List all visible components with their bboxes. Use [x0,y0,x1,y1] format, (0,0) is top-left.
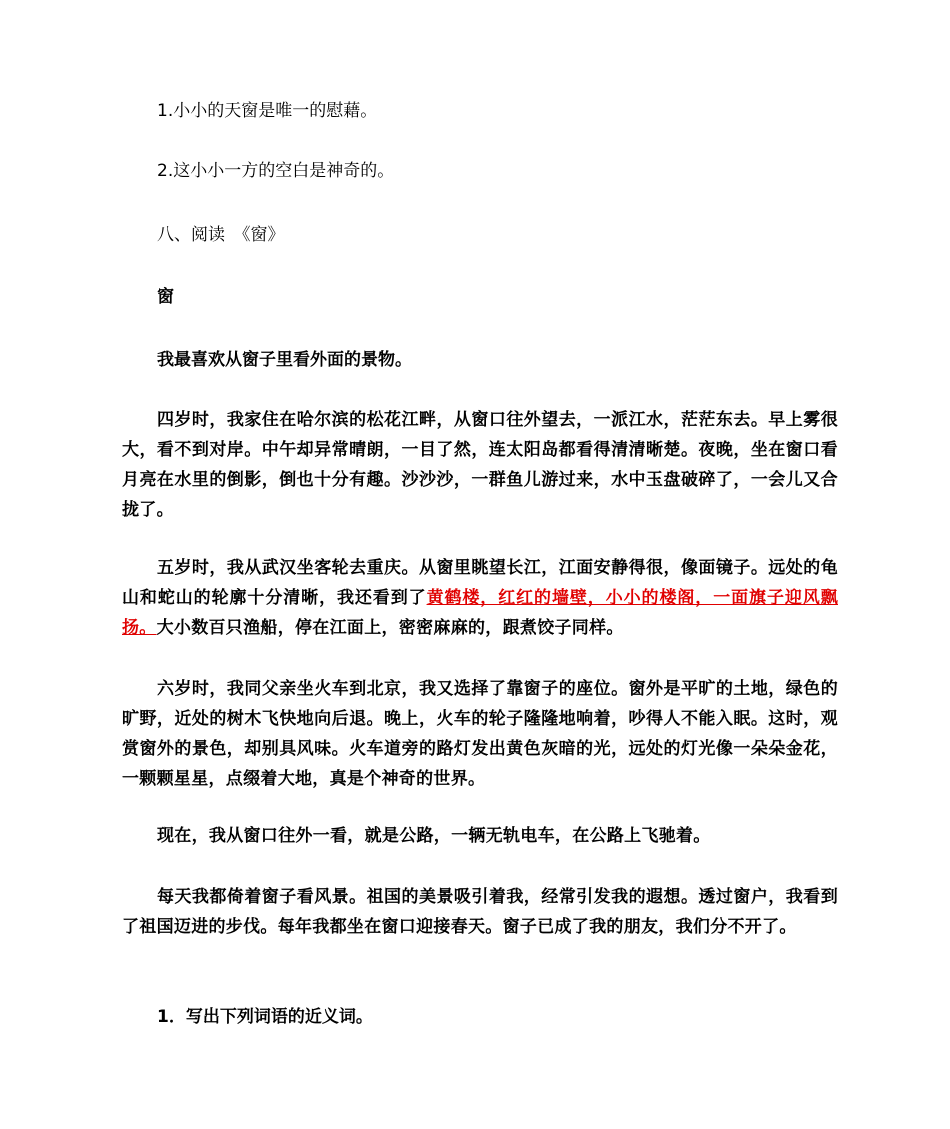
paragraph-age-four: 四岁时，我家住在哈尔滨的松花江畔，从窗口往外望去，一派江水，茫茫东去。早上雾很大，看不到对岸。中午却异常晴朗，一目了然，连太阳岛都看得清清晰楚。夜晚，坐在窗口看月亮在水里的倒影，倒也十分有趣。沙沙沙，一群鱼儿游过来，水中玉盘破碎了，一会儿又合拢了。 [122,410,838,520]
answer-2: 2.这小小一方的空白是神奇的。 [157,161,395,181]
section-heading: 八、阅读 《窗》 [157,225,285,245]
paragraph-age-five-text-1: 五岁时，我从武汉坐客轮去重庆。从窗里眺望长江，江面安静得很，像面镜子。远处的龟山和蛇山的轮廓十分清晰，我还看到了 [122,558,838,608]
answer-1: 1.小小的天窗是唯一的慰藉。 [157,101,378,121]
paragraph-age-six: 六岁时，我同父亲坐火车到北京，我又选择了靠窗子的座位。窗外是平旷的土地，绿色的旷野，近处的树木飞快地向后退。晚上，火车的轮子隆隆地响着，吵得人不能入眠。这时，观赏窗外的景色，却别具风味。火车道旁的路灯发出黄色灰暗的光，远处的灯光像一朵朵金花，一颗颗星星，点缀着大地，真是个神奇的世界。 [122,679,838,789]
passage-title: 窗 [157,287,174,307]
paragraph-age-five [122,553,838,643]
passage-intro: 我最喜欢从窗子里看外面的景物。 [157,350,412,370]
paragraph-age-five-text-2: 大小数百只渔船，停在江面上，密密麻麻的，跟煮饺子同样。 [156,618,624,638]
paragraph-now: 现在，我从窗口往外一看，就是公路，一辆无轨电车，在公路上飞驰着。 [157,826,711,846]
question-1: 1．写出下列词语的近义词。 [157,1007,373,1027]
paragraph-every-day: 每天我都倚着窗子看风景。祖国的美景吸引着我，经常引发我的遐想。透过窗户，我看到了祖国迈进的步伐。每年我都坐在窗口迎接春天。窗子已成了我的朋友，我们分不开了。 [122,887,838,937]
highlighted-sentence: 黄鹤楼，红红的墙壁，小小的楼阁，一面旗子迎风飘扬。 [122,588,838,638]
